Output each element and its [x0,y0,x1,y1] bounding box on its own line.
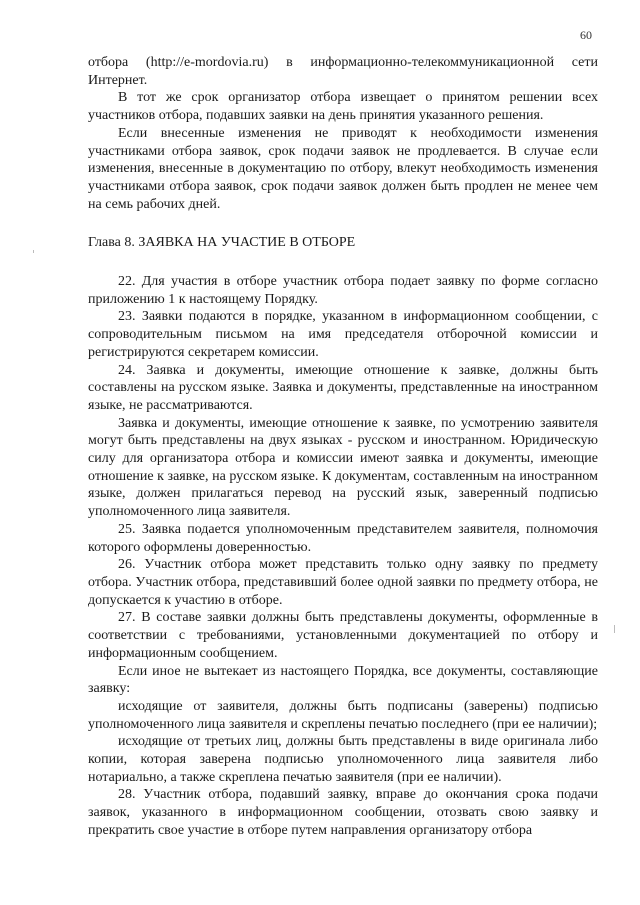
paragraph: отбора (http://e-mordovia.ru) в информационно-телекоммуникационной сети Интернет. [88,55,598,88]
paragraph: Если внесенные изменения не приводят к необходимости изменения участниками отбора заявок, срок подачи заявок не продлевается. В случае если изменения, внесенные в документацию по отбору, влекут необходимость изменения участниками отбора заявок, срок подачи заявок должен быть продлен не менее чем на семь рабочих дней. [88,125,598,212]
paragraph: 23. Заявки подаются в порядке, указанном в информационном сообщении, с сопроводительным письмом на имя председателя отборочной комиссии и регистрируются секретарем комиссии. [88,309,598,360]
paragraph: 28. Участник отбора, подавший заявку, вправе до окончания срока подачи заявок, указанного в информационном сообщении, отозвать свою заявку и прекратить свое участие в отборе путем направления организатору отбора [88,787,598,838]
page-number: 60 [580,28,592,42]
paragraph: 22. Для участия в отборе участник отбора подает заявку по форме согласно приложению 1 к настоящему Порядку. [88,274,598,307]
paragraph: Если иное не вытекает из настоящего Порядка, все документы, составляющие заявку: [88,663,598,697]
margin-mark [614,625,615,633]
paragraph: 25. Заявка подается уполномоченным представителем заявителя, полномочия которого оформлены доверенностью. [88,521,598,555]
margin-mark [33,250,34,253]
paragraph: 27. В составе заявки должны быть представлены документы, оформленные в соответствии с требованиями, установленными документацией по отбору и информационным сообщением. [88,610,598,661]
paragraph: исходящие от заявителя, должны быть подписаны (заверены) подписью уполномоченного лица заявителя и скреплены печатью последнего (при ее наличии); [88,698,598,732]
paragraph: 26. Участник отбора может представить только одну заявку по предмету отбора. Участник отбора, представивший более одной заявки по предмету отбора, не допускается к участию в отборе. [88,557,598,608]
document-body [88,54,598,840]
paragraph: 24. Заявка и документы, имеющие отношение к заявке, должны быть составлены на русском языке. Заявка и документы, представленные на иностранном языке, не рассматриваются. [88,362,598,413]
paragraph: Заявка и документы, имеющие отношение к заявке, по усмотрению заявителя могут быть представлены на двух языках - русском и иностранном. Юридическую силу для организатора отбора и комиссии имеют заявка и документы, имеющие отношение к заявке, на русском языке. К документам, составленным на иностранном языке, должен прилагаться перевод на русский язык, заверенный подписью уполномоченного лица заявителя. [88,415,598,520]
paragraph: исходящие от третьих лиц, должны быть представлены в виде оригинала либо копии, которая заверена подписью уполномоченного лица заявителя либо нотариально, а также скреплена печатью заявителя (при ее наличии). [88,734,598,785]
chapter-heading: Глава 8. ЗАЯВКА НА УЧАСТИЕ В ОТБОРЕ [88,235,356,251]
paragraph: В тот же срок организатор отбора извещает о принятом решении всех участников отбора, подавших заявки на день принятия указанного решения. [88,90,598,124]
